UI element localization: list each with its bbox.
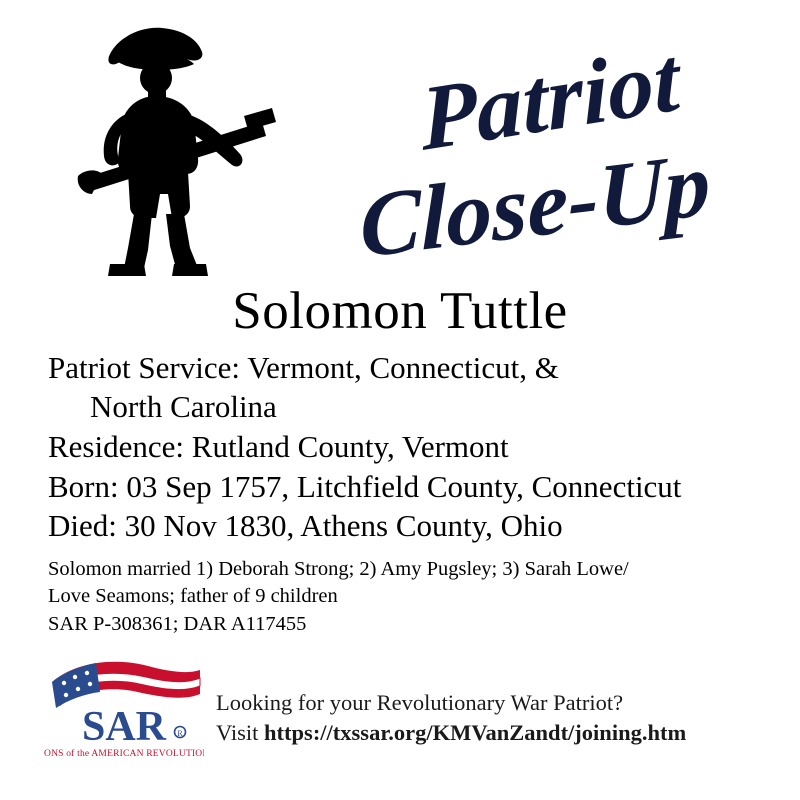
footer-question: Looking for your Revolutionary War Patriot? (216, 689, 624, 715)
detail-value-residence: Rutland County, Vermont (191, 428, 509, 464)
footer-visit-line (216, 718, 686, 748)
detail-row-died (48, 506, 786, 546)
minuteman-silhouette-icon (48, 18, 288, 280)
detail-row-service-continued: North Carolina (90, 389, 277, 425)
detail-label-born: Born: (48, 468, 119, 504)
detail-value-died: 30 Nov 1830, Athens County, Ohio (124, 508, 563, 544)
sar-logo-subtext: SONS of the AMERICAN REVOLUTION (44, 748, 204, 759)
detail-row-service (48, 348, 786, 388)
footer-visit-prefix: Visit (216, 719, 265, 745)
detail-value-born: 03 Sep 1757, Litchfield County, Connecticut (126, 468, 682, 504)
patriot-details (0, 348, 800, 546)
card-header (0, 0, 800, 282)
note-line: Love Seamons; father of 9 children (48, 585, 338, 608)
detail-row-born (48, 467, 786, 507)
script-line-1: Patriot (418, 28, 682, 171)
detail-value-service: Vermont, Connecticut, & (247, 349, 559, 385)
card-footer (0, 652, 800, 792)
note-line: Solomon married 1) Deborah Strong; 2) Amy Pugsley; 3) Sarah Lowe/ (48, 558, 629, 580)
detail-label-died: Died: (48, 508, 117, 544)
script-line-2: Close-Up (359, 131, 711, 268)
sar-logo[interactable] (44, 652, 204, 764)
patriot-notes (0, 546, 800, 638)
sar-logo-text: SAR (81, 703, 167, 750)
detail-row-residence (48, 427, 786, 467)
page-title: Solomon Tuttle (232, 282, 568, 340)
svg-text:R: R (177, 728, 183, 738)
patriot-close-up-script-title (352, 28, 772, 268)
footer-text-block (216, 688, 686, 748)
joining-url-link[interactable]: https://txssar.org/KMVanZandt/joining.htm (264, 719, 687, 745)
detail-label-service: Patriot Service: (48, 349, 240, 385)
note-line: SAR P-308361; DAR A117455 (48, 612, 307, 635)
detail-label-residence: Residence: (48, 428, 185, 464)
